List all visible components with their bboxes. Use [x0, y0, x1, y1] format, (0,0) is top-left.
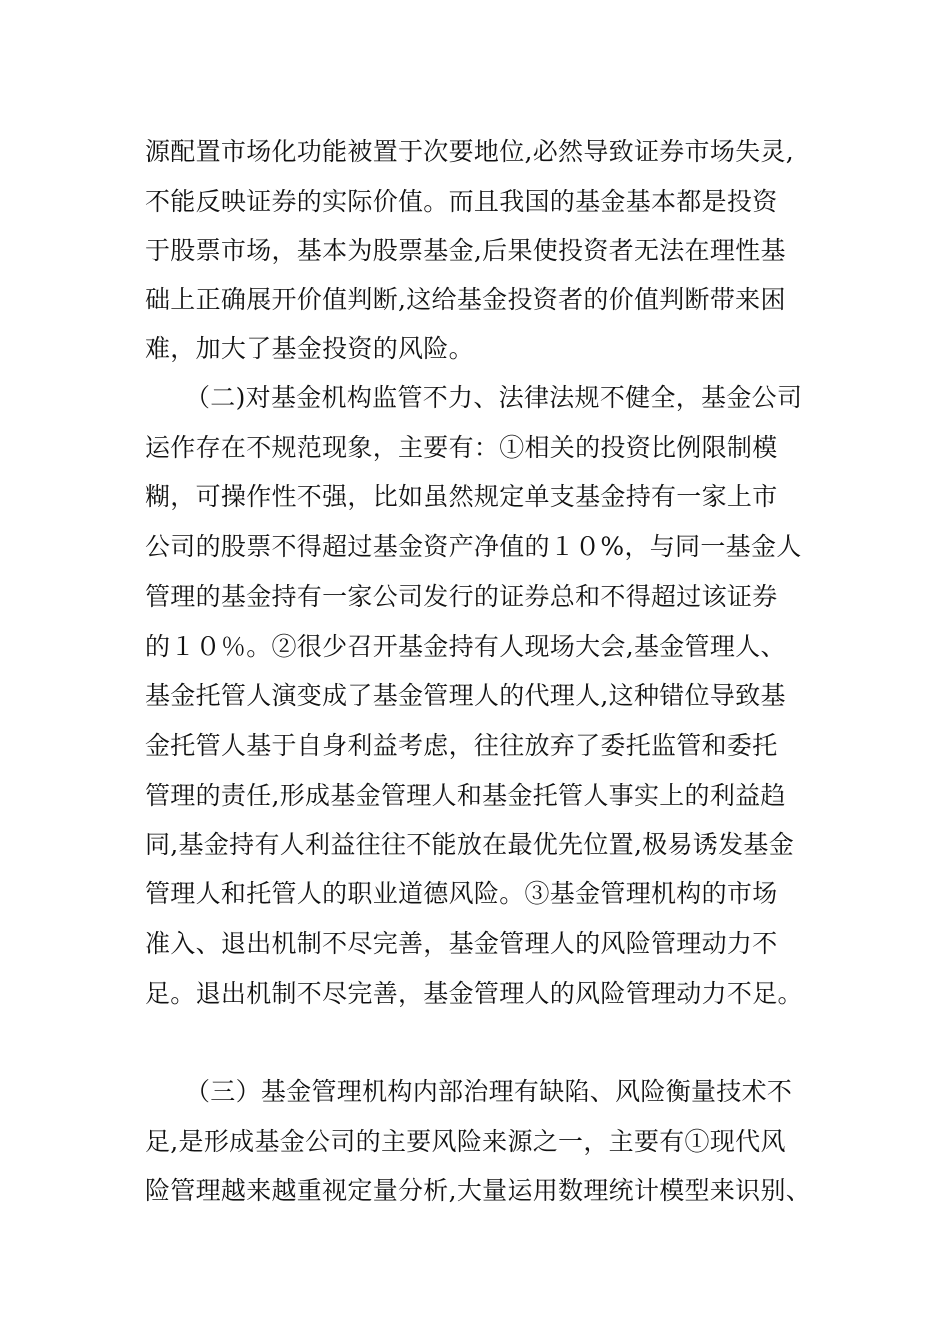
paragraph-line: 础上正确展开价值判断,这给基金投资者的价值判断带来困 [145, 285, 786, 314]
paragraph-line: 难，加大了基金投资的风险。 [145, 334, 474, 363]
paragraph-line: 源配置市场化功能被置于次要地位,必然导致证券市场失灵, [145, 137, 794, 166]
paragraph-line: 足。退出机制不尽完善，基金管理人的风险管理动力不足。 [145, 979, 803, 1008]
paragraph-line: 不能反映证券的实际价值。而且我国的基金基本都是投资 [145, 187, 778, 216]
paragraph-line: 金托管人基于自身利益考虑，往往放弃了委托监管和委托 [145, 731, 778, 760]
paragraph-line: 于股票市场，基本为股票基金,后果使投资者无法在理性基 [145, 236, 786, 265]
section-heading-line: （三）基金管理机构内部治理有缺陷、风险衡量技术不 [185, 1077, 793, 1106]
paragraph-line: 公司的股票不得超过基金资产净值的１０%，与同一基金人 [145, 532, 802, 561]
paragraph-line: 基金托管人演变成了基金管理人的代理人,这种错位导致基 [145, 681, 786, 710]
paragraph-line: 运作存在不规范现象，主要有：①相关的投资比例限制模 [145, 433, 778, 462]
paragraph-line: 准入、退出机制不尽完善，基金管理人的风险管理动力不 [145, 929, 778, 958]
paragraph-line: 同,基金持有人利益往往不能放在最优先位置,极易诱发基金 [145, 830, 794, 859]
paragraph-line: 的１０％。②很少召开基金持有人现场大会,基金管理人、 [145, 632, 786, 661]
paragraph-line: 管理人和托管人的职业道德风险。③基金管理机构的市场 [145, 879, 778, 908]
paragraph-line: 险管理越来越重视定量分析,大量运用数理统计模型来识别、 [145, 1176, 812, 1205]
paragraph-line: 管理的基金持有一家公司发行的证券总和不得超过该证券 [145, 582, 778, 611]
paragraph-line: 管理的责任,形成基金管理人和基金托管人事实上的利益趋 [145, 781, 786, 810]
paragraph-line: 足,是形成基金公司的主要风险来源之一，主要有①现代风 [145, 1127, 786, 1156]
paragraph-line: 糊，可操作性不强，比如虽然规定单支基金持有一家上市 [145, 482, 778, 511]
section-heading-line: （二)对基金机构监管不力、法律法规不健全，基金公司 [185, 383, 803, 412]
